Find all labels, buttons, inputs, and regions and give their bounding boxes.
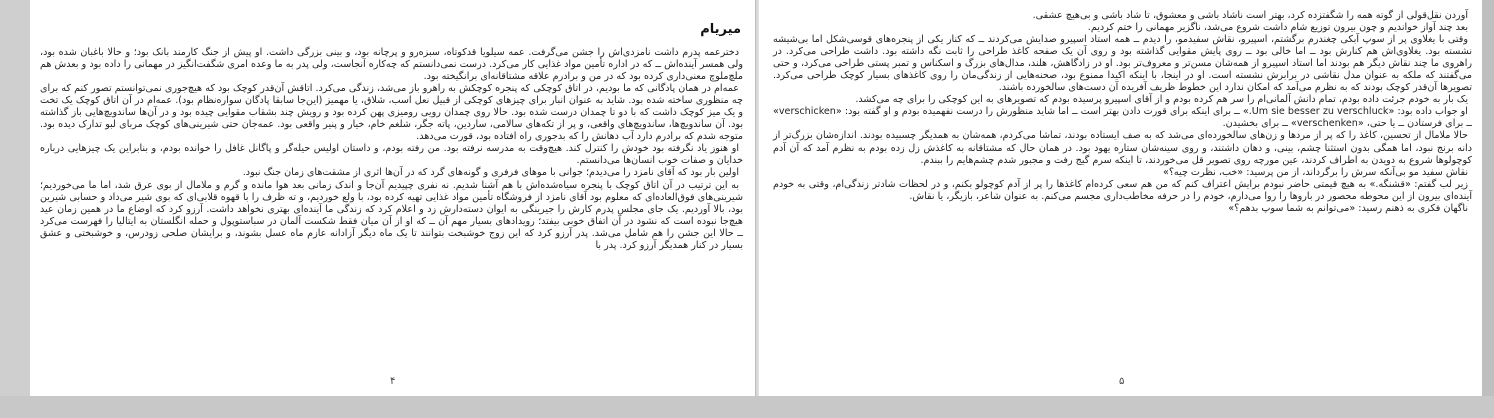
paragraph: او جواب داده بود: «Um sie besser zu verschluck.» ــ برای اینکه برای قورت دادن بهتر است ــ اما شاید منظورش را درست نفهمیده بودم و او گفته بود: «verschicken» ــ برای فرستادن ــ یا حتی، «verschenken» ــ برای بخشیدن. — [773, 106, 1472, 130]
chapter-title: میریام — [700, 22, 741, 37]
paragraph: نقاش سفید مو بی‌آنکه سرش را برگرداند، از من پرسید: «خب، نظرت چیه؟» — [1162, 166, 1468, 178]
paragraph: او هنوز یاد نگرفته بود خودش را کنترل کند. هیچ‌وقت به مدرسه نرفته بود. من رفته بودم، و داستان اولیس حیله‌گر و پاگانل غافل را خوانده بودم، و بنابراین یک چیزهایی درباره خدایان و صفات خوب انسان‌ها می‌دانستم. — [40, 143, 743, 167]
paragraph: یک بار به خودم جرئت داده بودم، تمام دانش آلمانی‌ام را سر هم کرده بودم و از آقای اسپیرو پرسیده بودم که تصویرهای به این کوچکی را برای چه می‌کشد. — [855, 94, 1468, 106]
paragraph: زیر لب گفتم: «قشنگه.» به هیچ قیمتی حاضر نبودم برایش اعتراف کنم که من هم سعی کرده‌ام کاغذها را پر از آدم کوچولو بکنم، و در لحظات شادتر زندگی‌ام، وقتی به خودم آینده‌ای بیرون از این محوطه محصور در باروها را روا می‌دارم، خودم را در حرفه مخاطب‌داری مجسم می‌کنم. به عنوان شاعر، بازیگر، یا نقاش. — [773, 178, 1472, 202]
paragraph: وقتی با یغلاوی پر از سوپ آبکی چغندرم برگشتم، اسپیرو، نقاش سفیدمو، را دیدم ــ همه استاد اسپیرو صدایش می‌کردند ــ که کنار یکی از پنجره‌های قوسی‌شکل اما بی‌شیشه نشسته بود. یغلاوی‌اش هم کنارش بود ــ اما خالی بود ــ روی پایش مقوایی گذاشته بود و روی آن یک صفحه کاغذ طراحی را ثابت نگه داشته بود. داشت طراحی می‌کرد. در راهروی ما چند نقاش دیگر هم بودند اما استاد اسپیرو از همه‌شان مسن‌تر و معروف‌تر بود. او در زادگاهش، هلند، مدال‌های بزرگ و اسکناس و تمبر پستی طراحی می‌کرد، و حتی می‌گفتند که ملکه به عنوان مدل نقاشی در برابرش نشسته است. او در اینجا، با اینکه اکیدا ممنوع بود، صحنه‌هایی از زندگی‌مان را روی کاغذهای بسیار کوچک طراحی می‌کرد. تصویرها آن‌قدر کوچک بودند که به نظرم می‌آمد که امکان ندارد این خطوط ظریف آفریده آن دست‌های سالخورده باشند. — [773, 34, 1472, 94]
page-number: ۴ — [390, 376, 396, 387]
paragraph: بعد چند آواز خواندیم و چون بیرون توزیع شام داشت شروع می‌شد، ناگزیر مهمانی را ختم کردیم. — [1087, 22, 1468, 34]
left-page — [30, 0, 756, 396]
left-margin-shadow — [0, 0, 30, 396]
bottom-shadow — [0, 396, 1494, 418]
paragraph: دخترعمه پدرم داشت نامزدی‌اش را جشن می‌گرفت. عمه سیلویا قدکوتاه، سبزه‌رو و پرچانه بود، و بینی بزرگی داشت. او پیش از جنگ کارمند بانک بود؛ و حالا باغبان شده بود، ولی همسر آینده‌اش ــ که در اداره تأمین مواد غذایی کار می‌کرد. درست نمی‌دانستم که چه‌کاره آنجاست، ولی پدر به ما وعده امری شگفت‌انگیز در مهمانی را داده بود و بعدش هم ملچ‌ملوچ معنی‌داری کرده بود که در من و برادرم علاقه مشتاقانه‌ای برانگیخته بود. — [40, 47, 743, 83]
paragraph: به این ترتیب در آن اتاق کوچک با پنجره سیاه‌شده‌اش با هم آشنا شدیم. نه نفری چپیدیم آن‌جا و اندک زمانی بعد هوا مانده و گرم و ملامال از بوی عرق شد، اما ما می‌خوردیم؛ شیرینی‌های فوق‌العاده‌ای که معلوم بود آقای نامزد از فروشگاه تأمین مواد غذایی تهیه کرده بود، با ولع خوردیم، و ته ظرف را با قهوه قلابی‌ای که بوی شیر می‌داد و حسابی شیرین بود، بالا آوردیم. یک جای مجلس پدرم کارش را جیرینگی به ایوان دسته‌دارش زد و اعلام کرد که زندگی ما آینده‌ای بهتری نخواهد داشت. آرزو کرد که اوضاع ما در همین زمان عید هیچ‌جا نبوده است که نشود در آن اتفاق خوبی بیفتد؛ رویدادهای بسیار مهم آن ــ که او از آن میان فقط شکست آلمان در سباستوپول و حمله انگلستان به ایتالیا را فهرست می‌کرد ــ حالا این جشن را هم شامل می‌شد. پدر آرزو کرد که این زوج خوشبخت بتوانند تا یک ماه دیگر آزادانه عازم ماه عسل بشوند، و برایشان صلحی زودرس، و خوشبختی و عشق بسیار در کنار همدیگر آرزو کرد. پدر با — [40, 179, 743, 251]
right-page — [758, 0, 1482, 396]
paragraph: عمه‌ام در همان پادگانی که ما بودیم، در اتاق کوچکی که پنجره کوچکش به راهرو باز می‌شد، زندگی می‌کرد. اتاقش آن‌قدر کوچک بود که هیچ‌جوری نمی‌توانستم تصور کنم که برای چه منظوری ساخته شده بود. شاید به عنوان انبار برای چیزهای کوچکی از قبیل نعل اسب، شلاق، یا مهمیز (این‌جا سابقا پادگان سواره‌نظام بود). عمه‌ام در آن اتاق کوچک یک تخت و یک میز کوچک داشت که با دو تا چمدان درست شده بود. حالا روی چمدان رویی رومیزی پهن کرده بود و رویش چند بشقاب مقوایی چیده بود و در آن‌ها ساندویچ‌هایی باز گذاشته بود. آن ساندویچ‌ها، ساندویچ‌های واقعی، و پر از تکه‌های سالامی، ساردین، پاته جگر، شلغم خام، خیار و پنیر واقعی بود. عمه‌جان حتی شیرینی‌های کوچک مربای لبو تدارک دیده بود. متوجه شدم که برادرم دارد آب دهانش را که بدجوری راه افتاده بود، قورت می‌دهد. — [40, 83, 743, 143]
paragraph: حالا ملامال از تحسین، کاغذ را که پر از مردها و زن‌های سالخورده‌ای می‌شد که به صف ایستاده بودند، تماشا می‌کردم، همه‌شان به همدیگر چسبیده بودند. اندازه‌شان بزرگ‌تر از دانه برنج نبود، اما همگی بدون استثنا چشم، بینی، و دهان داشتند، و روی سینه‌شان ستاره یهود بود. در همان حال که مشتاقانه به کاغذش زل زده بودم به نظرم آمد که آن آدم کوچولوها شروع به دویدن به اطراف کردند، عین مورچه روی تصویر قل می‌خوردند، تا اینکه سرم گیج رفت و مجبور شدم چشم‌هایم را ببندم. — [773, 130, 1472, 166]
paragraph: آوردن نقل‌قولی از گوته همه را شگفتزده کرد، بهتر است ناشاد باشی و معشوق، تا شاد باشی و بی‌هیچ عشقی. — [1032, 10, 1468, 21]
paragraph: اولین بار بود که آقای نامزد را می‌دیدم؛ جوانی با موهای فرفری و گونه‌های گرد که در آن‌ها اثری از مشقت‌های زمان جنگ نبود. — [242, 167, 739, 179]
right-margin-shadow — [1482, 0, 1494, 396]
right-page-text — [773, 10, 1472, 215]
left-page-text — [40, 47, 743, 252]
page-number: ۵ — [1119, 376, 1125, 387]
paragraph: ناگهان فکری به ذهنم رسید: «می‌توانم به شما سوپ بدهم؟» — [1228, 202, 1468, 214]
